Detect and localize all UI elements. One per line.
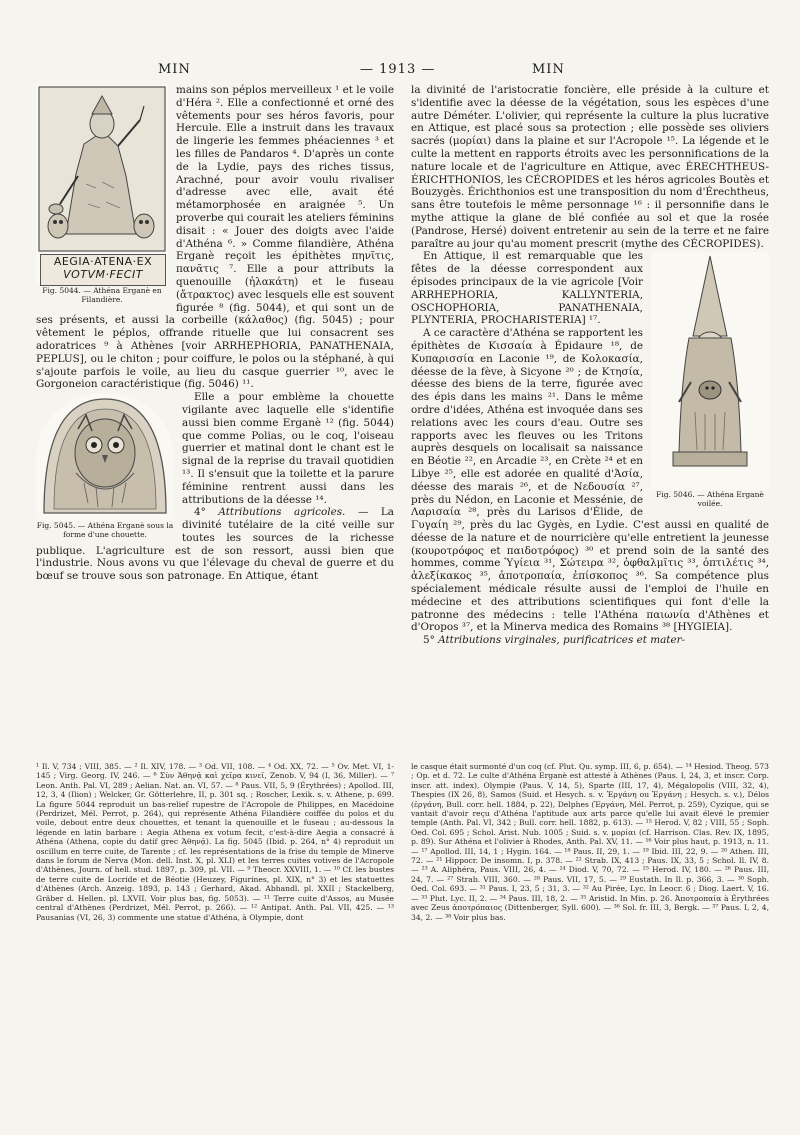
figure-5044-image xyxy=(36,84,168,286)
footnotes-right: le casque était surmonté d'un coq (cf. Plut. Qu. symp. III, 6, p. 654). — ¹⁴ Hesiod. Theog. 573 ; Op. et d. 72. Le culte d'Athéna Erganè est attesté à Athènes (Paus. I, 24, 3, et inscr. Corp. inscr. att. index), Olympie (Paus. V, 14, 5), Sparte (III, 17, 4), Mégalopolis (VIII, 32, 4), Thespies (IX 26, 8), Samos (Suid. et Hesych. s. v. Ἐργάνη ou Ἐργάνη ; Hesych. s. v.), Délos (ἐργάνη, Bull. corr. hell. 1884, p. 22), Delphes (Ἐργάνη, Mél. Perrot, p. 259), Cyzique, qui se vantait d'avoir reçu d'Athéna l'aptitude aux arts parce qu'elle lui avait élevé le premier temple (Anth. Pal. VI, 342 ; Bull. corr. hell. 1882, p. 613). — ¹⁵ Herod. V, 82 ; VIII, 55 ; Soph. Oed. Col. 695 ; Schol. Arist. Nub. 1005 ; Suid. s. v. μορίαι (cf. Harrison. Clas. Rev. IX, 1895, p. 89). Sur Athéna et l'olivier à Rhodes, Anth. Pal. XV, 11. — ¹⁶ Voir plus haut, p. 1913, n. 11. — ¹⁷ Apollod. III, 14, 1 ; Hygin. 164. — ¹⁸ Paus. II, 29, 1. — ¹⁹ Ibid. III, 22, 9. — ²⁰ Athen. III, 72. — ²¹ Hippocr. De insomn. I, p. 378. — ²² Strab. IX, 413 ; Paus. IX, 33, 5 ; Schol. Il. IV, 8. — ²³ A. Aliphéra, Paus. VIII, 26, 4. — ²⁴ Diod. V, 70, 72. — ²⁵ Herod. IV, 180. — ²⁶ Paus. III, 24, 7. — ²⁷ Strab. VIII, 360. — ²⁸ Paus. VII, 17, 5. — ²⁹ Eustath. In Il. p. 366, 3. — ³⁰ Soph. Oed. Col. 693. — ³¹ Paus. I, 23, 5 ; 31, 3. — ³² Au Pirée, Lyc. In Leocr. 6 ; Diog. Laert. V, 16. — ³³ Plut. Lyc. II, 2. — ³⁴ Paus. III, 18, 2. — ³⁵ Aristid. In Min. p. 26. Ἀποτροπαία à Érythrées avec Zeus ἀποτρόπαιος (Dittenberger, Syll. 600). — ³⁶ Sol. fr. III, 3, Bergk. — ³⁷ Paus. I, 2, 4, 34, 2. — ³⁸ Voir plus bas. xyxy=(411,762,769,922)
owl-oscillum xyxy=(36,393,174,521)
inscription-panel xyxy=(40,254,166,286)
inscription-line-2: VOTVM·FECIT xyxy=(63,268,143,281)
section-4-number: 4° xyxy=(194,506,206,519)
left-paragraph-3-text: — La divinité tutélaire de la cité veille sur toutes les sources de la richesse publique. L'agriculture est de son ressort, aussi bien que l'industrie. Nous avons vu que l'élevage du cheval de guerre et du bœuf se trouve sous son patronage. En Attique, étant xyxy=(36,506,394,583)
section-5-number: 5° xyxy=(423,634,435,647)
athena-veiled-statuette xyxy=(651,252,769,478)
right-paragraph-1: la divinité de l'aristocratie foncière, elle préside à la culture et s'identifie avec la déesse de la végétation, sous les espèces d'une autre Déméter. L'olivier, qui représente la culture la plus lucrative en Attique, est placé sous sa protection ; elle possède ses oliviers sacrés (μορίαι) dans la plaine et sur l'Acropole ¹⁵. La légende et le culte la mettent en rapports étroits avec les personnifications de la nature locale et de l'agriculture en Attique, avec ÉRECHTHEUS-ÉRICHTHONIOS, les CÉCROPIDES et les héros agricoles Boutès et Bouzygès. Érichthonios est une transposition du nom d'Érechtheus, sans être toutefois le même personnage ¹⁶ : il personnifie dans le mythe attique la glane de blé confiée au sol et que la rosée (Pandrose, Hersé) doivent entretenir au sein de la terre et ne faire paraître au jour qu'au moment prescrit (mythe des CÉCROPIDES). xyxy=(411,84,769,250)
footnotes-left: ¹ Il. V, 734 ; VIII, 385. — ² Il. XIV, 178. — ³ Od. VII, 108. — ⁴ Od. XX, 72. — ⁵ Ov. Met. VI, 1-145 ; Virg. Georg. IV, 246. — ⁶ Σὺν Ἀθηνᾷ καὶ χεῖρα κινεῖ, Zenob. V, 94 (I, 36, Miller). — ⁷ Leon. Anth. Pal. VI, 289 ; Aelian. Nat. an. VI, 57. — ⁸ Paus. VII, 5, 9 (Érythrées) ; Apollod. III, 12, 3, 4 (Ilion) ; Welcker, Gr. Götterlehre, II, p. 301 sq. ; Roscher, Lexik. s. v. Athene, p. 699. La figure 5044 reproduit un bas-relief rupestre de l'Acropole de Philippes, en Macédoine (Perdrizet, Mél. Perrot, p. 264), qui représente Athéna Filandière coiffée du polos et du voile, debout entre deux chouettes, et tenant la quenouille et le fuseau ; au-dessous la légende en latin barbare : Aegia Athena ex votum fecit, c'est-à-dire Aegia a consacré à Athéna (Athena, copie du datif grec Ἀθηνᾷ). La fig. 5045 (Ibid. p. 264, n° 4) reproduit un oscillum en terre cuite, de Tarente ; cf. les représentations de la frise du temple de Minerve dans le forum de Nerva (Mon. dell. Inst. X, pl. XLI) et les terres cuites votives de l'Acropole d'Athènes, Journ. of hell. stud. 1897, p. 309, pl. VII. — ⁹ Theocr. XXVIII, 1. — ¹⁰ Cf. les bustes de terre cuite de Locride et de Béotie (Heuzey, Figurines, pl. XIX, n° 3) et les statuettes d'Athènes (Arch. Anzeig. 1893, p. 143 ; Gerhard, Akad. Abhandl. pl. XXII ; Stackelberg, Gräber d. Hellen. pl. LXVII. Voir plus bas, fig. 5053). — ¹¹ Terre cuite d'Assos, au Musée central d'Athènes (Perdrizet, Mél. Perrot, p. 266). — ¹² Antipat. Anth. Pal. VII, 425. — ¹³ Pausanias (VI, 26, 3) commente une statue d'Athéna, à Olympie, dont xyxy=(36,762,394,922)
figure-5046-image xyxy=(651,252,769,490)
section-4-title: Attributions agricoles. xyxy=(218,506,346,519)
right-paragraph-4 xyxy=(411,634,769,647)
figure-5044-caption: Fig. 5044. — Athéna Erganè en Filandière. xyxy=(42,286,162,304)
figure-5045-caption: Fig. 5045. — Athéna Erganè sous la forme d'une chouette. xyxy=(36,521,174,540)
left-column xyxy=(36,84,394,583)
right-paragraph-3: A ce caractère d'Athéna se rapportent les épithètes de Κισσαία à Épidaure ¹⁸, de Κυπαρισσία en Laconie ¹⁹, de Κολοκασία, déesse de la fève, à Sicyone ²⁰ ; de Κτησία, déesse des biens de la terre, figurée avec des épis dans les mains ²¹. Dans le même ordre d'idées, Athéna est invoquée dans ses relations avec les cours d'eau. Outre ses rapports avec les fleuves ou les Tritons auprès desquels on localisait sa naissance en Béotie ²², en Arcadie ²³, en Crète ²⁴ et en Libye ²⁵, elle est adorée en qualité d'Ἀσία, déesse des marais ²⁶, et de Νεδουσία ²⁷, près du Nédon, en Laconie et Messénie, de Λαρισαία ²⁸, près du Larisos d'Élide, de Γυγαίη ²⁹, près du lac Gygès, en Lydie. C'est aussi en qualité de déesse de la nature et de nourricière qu'elle entretient la jeunesse (κουροτρόφος et παιδοτρόφος) ³⁰ et prend soin de la santé des hommes, comme Ὑγίεια ³¹, Σώτειρα ³², ὀφθαλμῖτις ³³, ὀπτιλέτις ³⁴, ἀλεξίκακος ³⁵, ἀποτροπαία, ἐπίσκοπος ³⁶. Sa compétence plus spécialement médicale résulte aussi de l'emploi de l'huile en médecine et des attributions scientifiques qui font d'elle la patronne des médecins : telle l'Athéna παιωνία d'Athènes et d'Oropos ³⁷, et la Minerva medica des Romains ³⁸ [HYGIEIA]. xyxy=(411,327,769,634)
header-right: MIN xyxy=(532,62,565,77)
figure-5046 xyxy=(651,252,769,508)
figure-5045-image xyxy=(36,393,174,521)
figure-5046-caption: Fig. 5046. — Athéna Erganè voilée. xyxy=(656,490,764,509)
header-left: MIN xyxy=(158,62,191,77)
page-number: — 1913 — xyxy=(360,62,436,77)
left-paragraph-2-text: Elle a pour emblème la chouette vigilante avec laquelle elle s'identifie aussi bien comme Erganè ¹² (fig. 5044) que comme Polias, ou le coq, l'oiseau guerrier et matinal dont le chant est le signal de la reprise du travail quotidien ¹³. Il s'ensuit que la toilette et la parure féminine rentrent aussi dans les attributions de la déesse ¹⁴. xyxy=(182,391,394,506)
figure-5045 xyxy=(36,393,174,539)
inscription-line-1: AEGIA·ATENA·EX xyxy=(53,255,153,268)
athena-filandiere-relief xyxy=(36,84,168,254)
left-paragraph-1: mains son péplos merveilleux ¹ et le voile d'Héra ². Elle a confectionné et orné des vêtements pour ses héros favoris, pour Hercule. Elle a instruit dans les travaux de lingerie les femmes phéaciennes ³ et les filles de Pandaros ⁴. D'après un conte de la Lydie, pays des riches tissus, Arachné, pour avoir voulu rivaliser d'adresse avec elle, avait été métamorphosée en araignée ⁵. Un proverbe qui courait les ateliers féminins disait : « Jouer des doigts avec l'aide d'Athéna ⁶. » Comme filandière, Athéna Erganè reçoit les épithètes πηνῖτις, πανᾶτις ⁷. Elle a pour attributs la quenouille (ἠλακάτη) et le fuseau (ἄτρακτος) avec lesquels elle est souvent figurée ⁸ (fig. 5044), et qui sont un de ses présents, et aussi la corbeille (κάλαθος) (fig. 5045) ; pour vêtement le péplos, offrande rituelle que lui consacrent ses adoratrices ⁹ à Athènes [voir ARRHEPHORIA, PANATHENAIA, PEPLUS], ou le chiton ; pour coiffure, le polos ou la stéphané, à qui s'ajoute parfois le voile, au lieu du casque guerrier ¹⁰, avec le Gorgoneion caractéristique (fig. 5046) ¹¹. xyxy=(36,84,394,391)
section-5-title: Attributions virginales, purificatrices et mater- xyxy=(438,634,686,647)
figure-5044 xyxy=(36,84,168,304)
right-paragraph-2: En Attique, il est remarquable que les fêtes de la déesse correspondent aux épisodes principaux de la vie agricole [Voir ARRHEPHORIA, KALLYNTERIA, OSCHOPHORIA, PANATHENAIA, PLYNTERIA, PROCHARISTERIA] ¹⁷. xyxy=(411,250,643,327)
right-column xyxy=(411,84,769,647)
